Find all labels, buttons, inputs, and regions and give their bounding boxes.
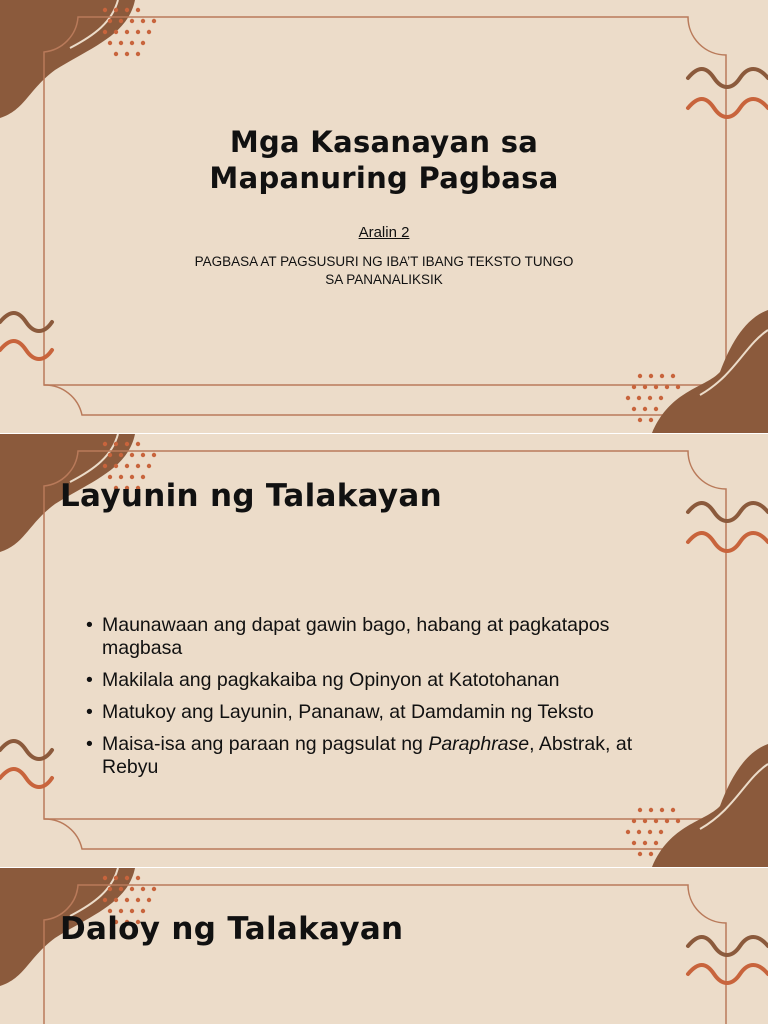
slide-flow (0, 868, 768, 1024)
title-line-2: Mapanuring Pagbasa (209, 161, 559, 195)
list-item: • Matukoy ang Layunin, Pananaw, at Damdamin ng Teksto (86, 701, 676, 724)
list-item-italic: Paraphrase (428, 733, 530, 755)
squiggle-right-2 (688, 965, 768, 983)
course-line-1: PAGBASA AT PAGSUSURI NG IBA’T IBANG TEKSTO TUNGO (194, 254, 574, 269)
list-item: • Makilala ang pagkakaiba ng Opinyon at Katotohanan (86, 669, 676, 692)
blob-bottom-right (652, 310, 768, 433)
slide-title-heading (0, 124, 768, 196)
objectives-list (86, 614, 676, 788)
frame-line (44, 885, 726, 1024)
list-item-text: Maisa-isa ang paraan ng pagsulat ng (102, 733, 429, 755)
decorative-frame (0, 0, 768, 433)
squiggle-right-1 (688, 937, 768, 955)
list-item: • Maunawaan ang dapat gawin bago, habang at pagkatapos magbasa (86, 614, 676, 660)
list-item (86, 733, 676, 779)
squiggle-right-2 (688, 99, 768, 117)
frame-line (44, 17, 726, 385)
objectives-heading: Layunin ng Talakayan (60, 478, 442, 514)
slide-title (0, 0, 768, 433)
squiggle-right-2 (688, 533, 768, 551)
flow-heading: Daloy ng Talakayan (60, 911, 404, 947)
list-item-text: , Abstrak, at Rebyu (102, 733, 633, 778)
title-line-1: Mga Kasanayan sa (229, 125, 539, 159)
course-name (170, 253, 598, 289)
course-line-2: SA PANANALIKSIK (325, 272, 443, 287)
lesson-subtitle: Aralin 2 (358, 224, 410, 241)
squiggle-right-1 (688, 69, 768, 87)
slide-objectives (0, 434, 768, 867)
squiggle-right-1 (688, 503, 768, 521)
